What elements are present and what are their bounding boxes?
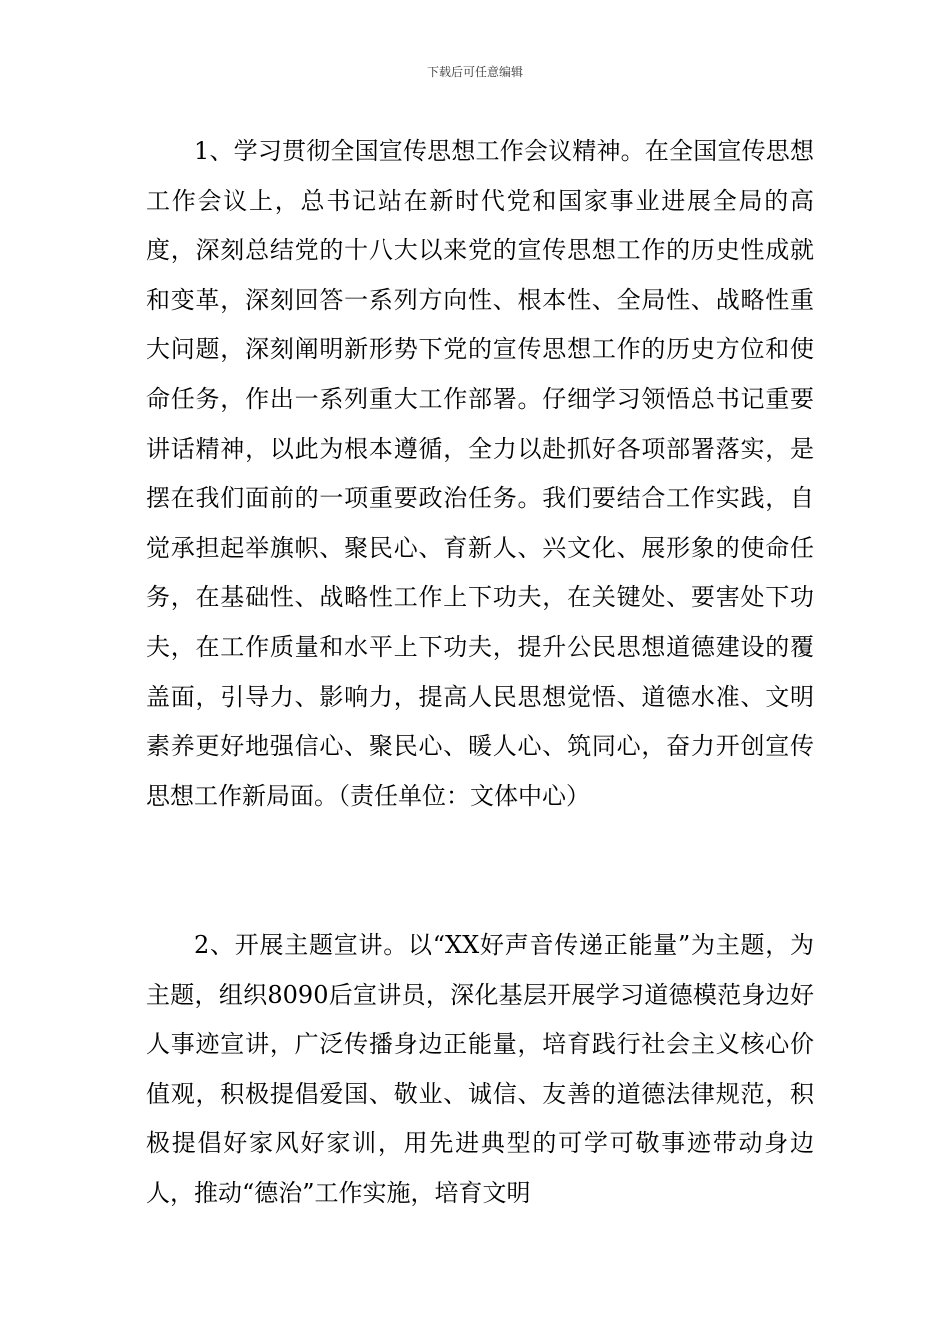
paragraph-text: 2、开展主题宣讲。以“XX好声音传递正能量”为主题，为主题，组织8090后宣讲员，深化基层开展学习道德模范身边好人事迹宣讲，广泛传播身边正能量，培育践行社会主义核心价值观，积极提倡爱国、敬业、诚信、友善的道德法律规范，积极提倡好家风好家训，用先进典型的可学可敬事迹带动身边人，推动“德治”工作实施，培育文明 bbox=[146, 931, 814, 1207]
body-paragraph-1 bbox=[146, 127, 814, 821]
page-header: 下载后可任意编辑 bbox=[426, 65, 523, 79]
paragraph-text: 1、学习贯彻全国宣传思想工作会议精神。在全国宣传思想工作会议上，总书记站在新时代党和国家事业进展全局的高度，深刻总结党的十八大以来党的宣传思想工作的历史性成就和变革，深刻回答一系列方向性、根本性、全局性、战略性重大问题，深刻阐明新形势下党的宣传思想工作的历史方位和使命任务，作出一系列重大工作部署。仔细学习领悟总书记重要讲话精神，以此为根本遵循，全力以赴抓好各项部署落实，是摆在我们面前的一项重要政治任务。我们要结合工作实践，自觉承担起举旗帜、聚民心、育新人、兴文化、展形象的使命任务，在基础性、战略性工作上下功夫，在关键处、要害处下功夫，在工作质量和水平上下功夫，提升公民思想道德建设的覆盖面，引导力、影响力，提高人民思想觉悟、道德水准、文明素养更好地强信心、聚民心、暖人心、筑同心，奋力开创宣传思想工作新局面。（责任单位：文体中心） bbox=[146, 137, 814, 810]
body-paragraph-2 bbox=[146, 921, 814, 1219]
